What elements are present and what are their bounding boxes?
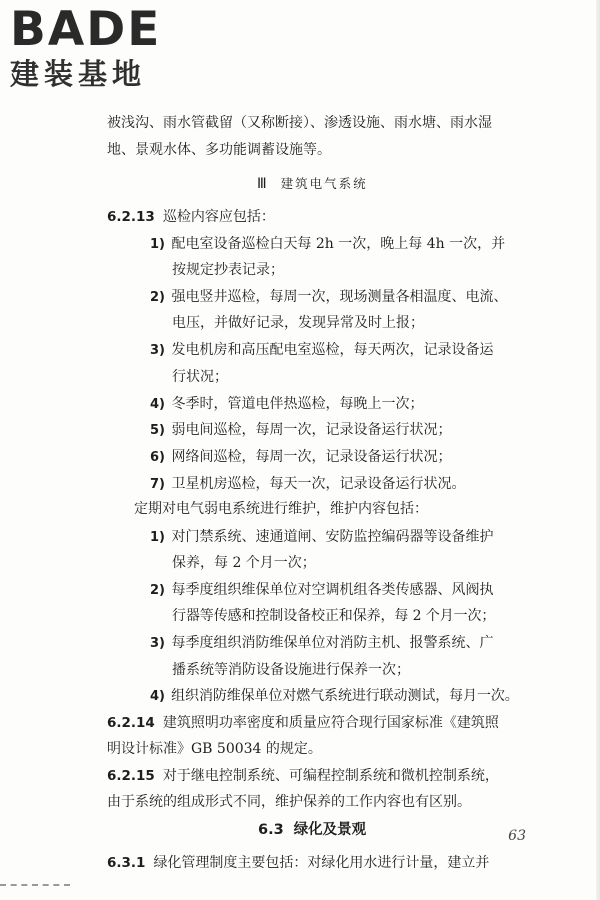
item-text: 强电竖井巡检，每周一次，现场测量各相温度、电流、 [171,289,508,305]
list-item [150,340,493,361]
item-continuation: 按规定抄表记录； [172,262,284,278]
section-number: 6.3 [258,822,284,838]
list-item [150,633,493,654]
list-item [150,447,451,468]
section-title: 绿化及景观 [293,822,367,838]
item-number: 6) [150,450,165,465]
list-item [150,474,465,495]
body-line: 被浅沟、雨水管截留（又称断接）、渗透设施、雨水塘、雨水湿 [107,115,492,131]
item-text: 卫星机房巡检，每天一次，记录设备运行状况。 [171,476,466,492]
body-line: 定期对电气弱电系统进行维护，维护内容包括： [134,501,428,517]
item-text: 发电机房和高压配电室巡检，每天两次，记录设备运 [171,342,494,358]
page-number: 63 [508,828,526,844]
body-line: 由于系统的组成形式不同，维护保养的工作内容也有区别。 [107,794,471,810]
item-text: 对门禁系统、速通道闸、安防监控编码器等设备维护 [171,529,494,545]
scan-artifact [0,884,70,886]
logo-wordmark: BADE [10,2,162,57]
clause-text: 建筑照明功率密度和质量应符合现行国家标准《建筑照 [162,715,499,731]
body-line: 地、景观水体、多功能调蓄设施等。 [107,142,331,158]
item-text: 每季度组织维保单位对空调机组各类传感器、风阀执 [171,582,494,598]
item-continuation: 保养，每 2 个月一次； [172,555,316,571]
item-text: 弱电间巡检，每周一次，记录设备运行状况； [171,422,452,438]
section-heading-6-3 [258,820,366,840]
list-item [150,580,493,601]
clause-number: 6.2.14 [107,715,155,731]
body-line: 明设计标准》GB 50034 的规定。 [107,741,322,757]
item-text: 网络间巡检，每周一次，记录设备运行状况； [171,449,452,465]
item-number: 5) [150,423,165,438]
subsection-roman: Ⅲ [257,176,267,192]
item-number: 1) [150,530,165,545]
logo-subtitle: 建装基地 [10,57,147,91]
clause-text: 巡检内容应包括： [162,209,275,225]
list-item [150,287,507,308]
item-number: 2) [150,290,165,305]
clause-6-2-14 [107,713,499,733]
item-continuation: 行器等传感和控制设备校正和保养，每 2 个月一次； [172,608,496,624]
item-number: 4) [150,689,165,704]
clause-6-2-13 [107,207,275,227]
clause-text: 绿化管理制度主要包括：对绿化用水进行计量，建立并 [153,855,490,871]
clause-6-2-15 [107,766,499,786]
item-continuation: 行状况； [172,369,228,385]
item-number: 2) [150,583,165,598]
list-item [150,394,423,415]
page-edge-shadow [596,0,600,900]
item-number: 7) [150,477,165,492]
list-item [150,234,505,255]
item-text: 冬季时，管道电伴热巡检，每晚上一次； [171,396,424,412]
item-number: 3) [150,343,165,358]
item-number: 4) [150,397,165,412]
item-text: 配电室设备巡检白天每 2h 一次，晚上每 4h 一次，并 [171,236,506,252]
item-text: 每季度组织消防维保单位对消防主机、报警系统、广 [171,635,494,651]
list-item [150,420,451,441]
clause-6-3-1 [107,853,489,873]
clause-text: 对于继电控制系统、可编程控制系统和微机控制系统， [162,768,499,784]
subsection-title: 建筑电气系统 [280,176,368,191]
subsection-heading [257,175,368,193]
item-text: 组织消防维保单位对燃气系统进行联动测试，每月一次。 [171,688,519,704]
site-logo [10,2,180,91]
clause-number: 6.2.15 [107,768,155,784]
list-item [150,527,493,548]
clause-number: 6.3.1 [107,855,146,871]
item-number: 3) [150,636,165,651]
clause-number: 6.2.13 [107,209,155,225]
item-number: 1) [150,237,165,252]
item-continuation: 播系统等消防设备设施进行保养一次； [172,662,410,678]
item-continuation: 电压，并做好记录，发现异常及时上报； [172,315,424,331]
list-item [150,686,519,707]
